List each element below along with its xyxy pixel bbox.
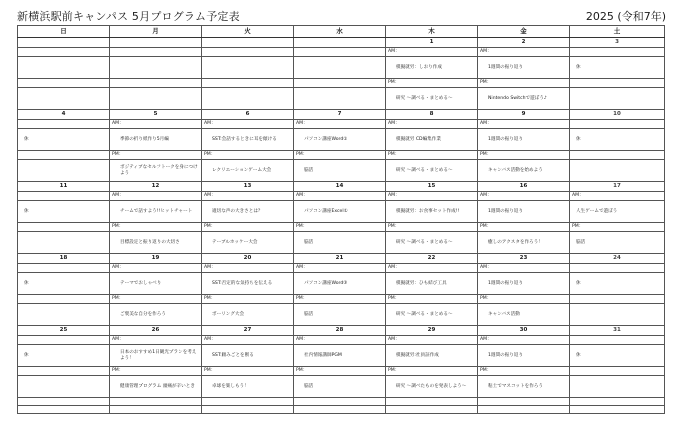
am-label: AM：	[478, 120, 570, 129]
am-label	[18, 48, 110, 57]
date-cell: 26	[110, 326, 202, 336]
date-cell: 24	[570, 254, 665, 264]
program-cell: ポジティブなセルフトークを身につけよう	[110, 160, 202, 182]
program-cell	[18, 304, 110, 326]
am-label	[18, 264, 110, 273]
am-label: AM：	[478, 192, 570, 201]
program-cell: 休	[570, 345, 665, 367]
pm-label: PM：	[386, 151, 478, 160]
date-row	[18, 38, 665, 48]
date-cell	[18, 38, 110, 48]
empty-cell	[110, 406, 202, 414]
empty-cell	[294, 398, 386, 406]
page-title: 新横浜駅前キャンパス 5月プログラム予定表	[17, 10, 240, 23]
date-cell: 31	[570, 326, 665, 336]
pm-label: PM：	[110, 295, 202, 304]
am-label-row	[18, 336, 665, 345]
program-cell: パソコン講座Word①	[294, 129, 386, 151]
empty-cell	[110, 398, 202, 406]
pm-label	[110, 79, 202, 88]
am-label: AM：	[202, 120, 294, 129]
am-label: AM：	[294, 192, 386, 201]
pm-label: PM：	[110, 223, 202, 232]
program-cell	[18, 232, 110, 254]
program-cell: ご褒美な自分を作ろう	[110, 304, 202, 326]
program-cell: 季節の折り紙作り5月編	[110, 129, 202, 151]
program-cell: キャンバス活動	[478, 304, 570, 326]
pm-label: PM：	[110, 151, 202, 160]
am-label	[570, 336, 665, 345]
program-cell: 日本のおすすめ1日観光プランを考えよう！	[110, 345, 202, 367]
program-cell	[570, 88, 665, 110]
program-cell: 人生ゲームで遊ぼう	[570, 201, 665, 223]
program-cell: 模擬就労 CD編集作業	[386, 129, 478, 151]
program-cell: 模擬就労：ひも結び工具	[386, 273, 478, 295]
program-cell: SST:頼みごとを断る	[202, 345, 294, 367]
program-cell: 脳活	[294, 160, 386, 182]
program-cell	[202, 57, 294, 79]
pm-label: PM：	[478, 295, 570, 304]
date-cell: 16	[478, 182, 570, 192]
pm-label: PM：	[478, 223, 570, 232]
program-cell: 研究 〜調べる・まとめる〜	[386, 160, 478, 182]
date-cell: 28	[294, 326, 386, 336]
empty-cell	[478, 398, 570, 406]
am-label: AM：	[110, 336, 202, 345]
program-cell: 社内情報講師PGM	[294, 345, 386, 367]
program-cell: ボーリング大会	[202, 304, 294, 326]
pm-label	[18, 367, 110, 376]
empty-cell	[294, 406, 386, 414]
pm-program-row	[18, 88, 665, 110]
pm-label: PM：	[386, 295, 478, 304]
am-label: AM：	[294, 264, 386, 273]
am-label	[294, 48, 386, 57]
pm-label: PM：	[386, 223, 478, 232]
program-cell: 研究 〜調べる・まとめる〜	[386, 304, 478, 326]
date-cell: 8	[386, 110, 478, 120]
date-cell: 27	[202, 326, 294, 336]
empty-cell	[202, 406, 294, 414]
weekday-header: 火	[202, 26, 294, 38]
date-cell: 22	[386, 254, 478, 264]
pm-label: PM：	[294, 151, 386, 160]
date-cell: 7	[294, 110, 386, 120]
date-cell: 12	[110, 182, 202, 192]
date-cell: 25	[18, 326, 110, 336]
date-cell	[202, 38, 294, 48]
program-cell: 脳活	[570, 232, 665, 254]
program-cell	[18, 88, 110, 110]
am-label: AM：	[386, 120, 478, 129]
pm-label: PM：	[386, 79, 478, 88]
program-cell	[110, 88, 202, 110]
program-cell	[202, 88, 294, 110]
am-label: AM：	[478, 336, 570, 345]
program-cell: 休	[18, 345, 110, 367]
am-program-row	[18, 129, 665, 151]
empty-cell	[386, 406, 478, 414]
program-cell: 脳活	[294, 304, 386, 326]
date-cell	[294, 38, 386, 48]
am-label-row	[18, 264, 665, 273]
program-cell: 研究 〜調べる・まとめる〜	[386, 232, 478, 254]
weekday-header: 日	[18, 26, 110, 38]
pm-label-row	[18, 223, 665, 232]
am-label: AM：	[478, 264, 570, 273]
pm-label-row	[18, 367, 665, 376]
program-cell	[570, 160, 665, 182]
program-cell: Nintendo Switchで遊ぼう♪	[478, 88, 570, 110]
am-label: AM：	[386, 336, 478, 345]
pm-label	[18, 79, 110, 88]
date-cell: 30	[478, 326, 570, 336]
date-cell: 23	[478, 254, 570, 264]
date-cell: 11	[18, 182, 110, 192]
program-cell: 脳活	[294, 376, 386, 398]
weekday-header: 木	[386, 26, 478, 38]
am-label: AM：	[570, 192, 665, 201]
program-cell: 模擬就労：お食事セット作成!!	[386, 201, 478, 223]
pm-label: PM：	[294, 367, 386, 376]
pm-label: PM：	[570, 223, 665, 232]
year-label: 2025 (令和7年)	[585, 10, 666, 23]
date-cell: 15	[386, 182, 478, 192]
program-cell: 粘土でマスコットを作ろう	[478, 376, 570, 398]
program-cell: 1週間の振り返り	[478, 129, 570, 151]
program-cell: 休	[570, 57, 665, 79]
program-cell: 1週間の振り返り	[478, 273, 570, 295]
program-cell	[18, 57, 110, 79]
date-cell: 4	[18, 110, 110, 120]
program-cell: パソコン講座Word③	[294, 273, 386, 295]
date-cell: 6	[202, 110, 294, 120]
pm-program-row	[18, 232, 665, 254]
am-label: AM：	[110, 264, 202, 273]
am-label	[110, 48, 202, 57]
program-cell: レクリエーションゲーム大会	[202, 160, 294, 182]
date-cell: 19	[110, 254, 202, 264]
empty-row	[18, 398, 665, 406]
am-label	[18, 192, 110, 201]
program-cell: パソコン講座Excel①	[294, 201, 386, 223]
am-label-row	[18, 48, 665, 57]
empty-cell	[570, 406, 665, 414]
date-cell	[110, 38, 202, 48]
program-cell: 1週間の振り返り	[478, 345, 570, 367]
program-cell: 健康管理プログラム 頭痛が辛いとき	[110, 376, 202, 398]
program-cell: 休	[18, 129, 110, 151]
date-cell: 10	[570, 110, 665, 120]
date-cell: 29	[386, 326, 478, 336]
am-label	[18, 120, 110, 129]
am-label	[570, 48, 665, 57]
am-label-row	[18, 192, 665, 201]
pm-label-row	[18, 151, 665, 160]
program-cell: 模擬就労:社員証作成	[386, 345, 478, 367]
am-label	[570, 120, 665, 129]
program-cell: SST:会話するときに耳を傾ける	[202, 129, 294, 151]
pm-label: PM：	[202, 367, 294, 376]
pm-label: PM：	[294, 295, 386, 304]
am-label	[18, 336, 110, 345]
program-cell: SST:否定的な気持ちを伝える	[202, 273, 294, 295]
am-label	[202, 48, 294, 57]
program-cell: 癒しのアクスタを作ろう！	[478, 232, 570, 254]
pm-label: PM：	[478, 79, 570, 88]
program-cell: 脳活	[294, 232, 386, 254]
pm-label: PM：	[294, 223, 386, 232]
am-label: AM：	[386, 192, 478, 201]
calendar-table	[17, 25, 665, 414]
pm-label	[18, 223, 110, 232]
date-cell: 14	[294, 182, 386, 192]
pm-label	[18, 151, 110, 160]
date-cell: 1	[386, 38, 478, 48]
program-cell: テーブルホッケー大会	[202, 232, 294, 254]
am-label: AM：	[294, 120, 386, 129]
program-cell	[18, 376, 110, 398]
program-cell: 研究 〜調べたものを発表しよう〜	[386, 376, 478, 398]
pm-label	[18, 295, 110, 304]
pm-program-row	[18, 160, 665, 182]
am-label: AM：	[478, 48, 570, 57]
program-cell: 研究 〜調べる・まとめる〜	[386, 88, 478, 110]
date-row	[18, 182, 665, 192]
pm-label: PM：	[386, 367, 478, 376]
am-label: AM：	[386, 264, 478, 273]
empty-cell	[570, 398, 665, 406]
empty-row	[18, 406, 665, 414]
date-cell: 9	[478, 110, 570, 120]
pm-program-row	[18, 304, 665, 326]
weekday-header: 金	[478, 26, 570, 38]
date-cell: 17	[570, 182, 665, 192]
program-cell	[294, 88, 386, 110]
am-program-row	[18, 345, 665, 367]
am-label-row	[18, 120, 665, 129]
date-cell: 3	[570, 38, 665, 48]
date-cell: 18	[18, 254, 110, 264]
program-cell: キャンバス活動を始めよう	[478, 160, 570, 182]
am-program-row	[18, 273, 665, 295]
am-label: AM：	[110, 192, 202, 201]
date-row	[18, 254, 665, 264]
program-cell: 適切な声の大きさとは？	[202, 201, 294, 223]
am-label: AM：	[110, 120, 202, 129]
pm-label: PM：	[110, 367, 202, 376]
am-label: AM：	[386, 48, 478, 57]
weekday-header-row	[18, 26, 665, 38]
pm-label: PM：	[202, 295, 294, 304]
program-cell	[294, 57, 386, 79]
am-label: AM：	[202, 192, 294, 201]
program-cell: テーマでおしゃべり	[110, 273, 202, 295]
pm-label	[570, 151, 665, 160]
am-label: AM：	[202, 264, 294, 273]
am-label: AM：	[202, 336, 294, 345]
empty-cell	[478, 406, 570, 414]
weekday-header: 土	[570, 26, 665, 38]
pm-label: PM：	[202, 223, 294, 232]
am-label: AM：	[294, 336, 386, 345]
empty-cell	[18, 398, 110, 406]
program-cell: 模擬就労：しおり作成	[386, 57, 478, 79]
pm-label: PM：	[478, 367, 570, 376]
pm-label	[570, 295, 665, 304]
program-cell: 1週間の振り返り	[478, 201, 570, 223]
am-program-row	[18, 201, 665, 223]
pm-label: PM：	[202, 151, 294, 160]
program-cell: 1週間の振り返り	[478, 57, 570, 79]
program-cell: 卓球を楽しもう！	[202, 376, 294, 398]
weekday-header: 月	[110, 26, 202, 38]
empty-cell	[18, 406, 110, 414]
pm-label-row	[18, 295, 665, 304]
pm-label	[570, 79, 665, 88]
program-cell: 目標設定と振り返りの大切さ	[110, 232, 202, 254]
date-row	[18, 326, 665, 336]
pm-label	[294, 79, 386, 88]
program-cell: 休	[18, 273, 110, 295]
pm-label	[202, 79, 294, 88]
pm-label-row	[18, 79, 665, 88]
program-cell	[18, 160, 110, 182]
program-cell	[570, 376, 665, 398]
empty-cell	[202, 398, 294, 406]
program-cell	[110, 57, 202, 79]
pm-label: PM：	[478, 151, 570, 160]
program-cell	[570, 304, 665, 326]
am-label	[570, 264, 665, 273]
pm-program-row	[18, 376, 665, 398]
program-cell: チームで話すよう!!ヒットチャート	[110, 201, 202, 223]
date-row	[18, 110, 665, 120]
program-cell: 休	[570, 129, 665, 151]
am-program-row	[18, 57, 665, 79]
weekday-header: 水	[294, 26, 386, 38]
program-cell: 休	[18, 201, 110, 223]
date-cell: 13	[202, 182, 294, 192]
program-cell: 休	[570, 273, 665, 295]
date-cell: 21	[294, 254, 386, 264]
date-cell: 5	[110, 110, 202, 120]
date-cell: 20	[202, 254, 294, 264]
date-cell: 2	[478, 38, 570, 48]
empty-cell	[386, 398, 478, 406]
pm-label	[570, 367, 665, 376]
